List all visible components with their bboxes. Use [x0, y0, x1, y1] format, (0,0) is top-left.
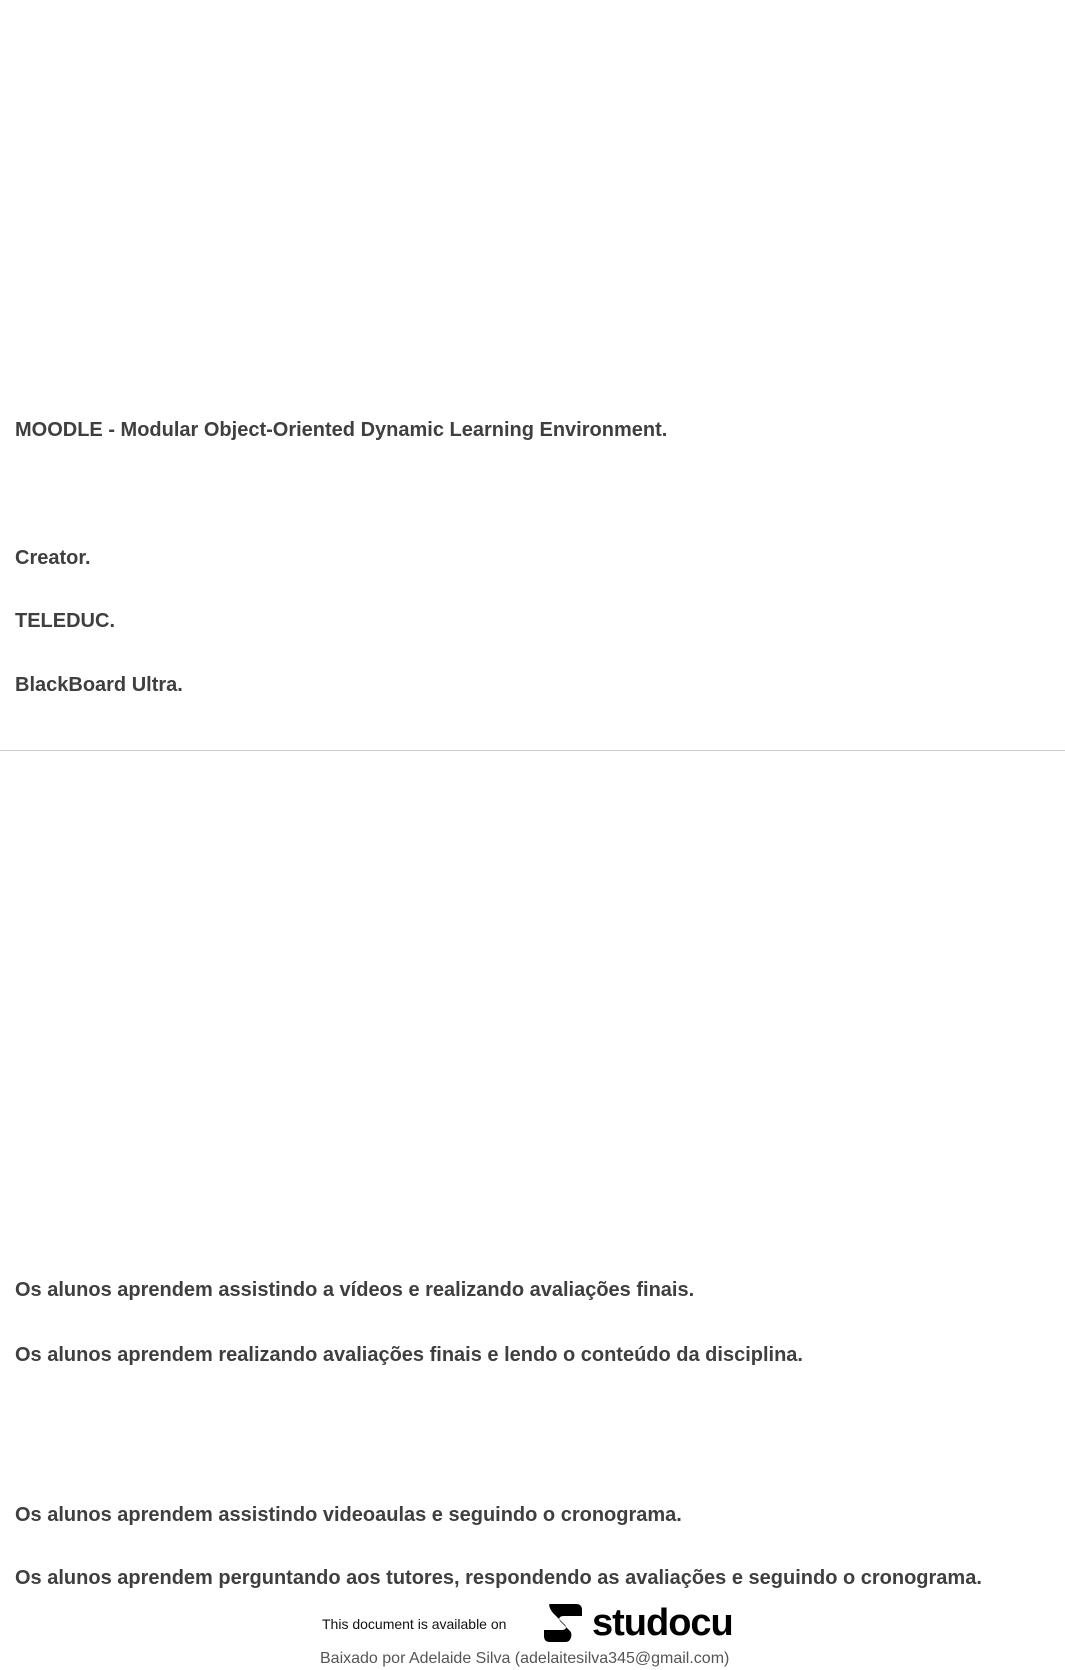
availability-text: This document is available on [322, 1616, 507, 1632]
question-divider [0, 750, 1065, 751]
studocu-brand-link[interactable] [540, 1600, 733, 1646]
answer-option-videos-final-assessments[interactable]: Os alunos aprendem assistindo a vídeos e realizando avaliações finais. [15, 1279, 695, 1301]
studocu-wordmark: studocu [592, 1602, 733, 1644]
downloaded-by-text: Baixado por Adelaide Silva (adelaitesilva345@gmail.com) [320, 1650, 730, 1667]
answer-option-tutors-assessments-schedule[interactable]: Os alunos aprendem perguntando aos tutores, respondendo as avaliações e seguindo o cronograma. [15, 1567, 982, 1589]
studocu-logo-icon [540, 1600, 586, 1646]
answer-option-videoaulas-schedule[interactable]: Os alunos aprendem assistindo videoaulas e seguindo o cronograma. [15, 1504, 682, 1526]
answer-option-blackboard[interactable]: BlackBoard Ultra. [15, 674, 183, 696]
document-footer [0, 1598, 1065, 1670]
answer-option-teleduc[interactable]: TELEDUC. [15, 610, 115, 632]
answer-option-creator[interactable]: Creator. [15, 547, 91, 569]
answer-option-assessments-reading[interactable]: Os alunos aprendem realizando avaliações finais e lendo o conteúdo da disciplina. [15, 1344, 803, 1366]
answer-option-moodle[interactable]: MOODLE - Modular Object-Oriented Dynamic Learning Environment. [15, 419, 668, 441]
